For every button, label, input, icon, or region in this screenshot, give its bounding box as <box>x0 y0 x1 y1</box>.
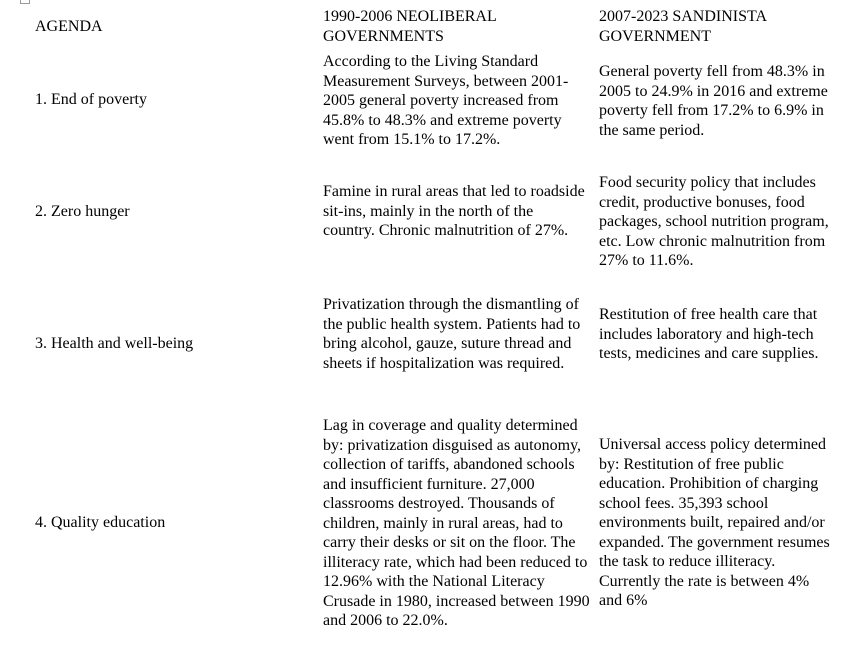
sandinista-education-text: Universal access policy determined by: Restitution of free public education. Prohibition of charging school fees. 35,393 school environments built, repaired and/or expanded. The government resumes the task to reduce illiteracy. Currently the rate is between 4% and 6% <box>599 436 830 609</box>
neoliberal-education-text: Lag in coverage and quality determined by: privatization disguised as autonomy, collection of tariffs, abandoned schools and insufficient furniture. 27,000 classrooms destroyed. Thousands of children, mainly in rural areas, had to carry their desks or sit on the floor. The illiteracy rate, which had been reduced to 12.96% with the National Literacy Crusade in 1980, increased between 1990 and 2006 to 22.0%. <box>323 417 590 629</box>
table-move-handle[interactable] <box>20 0 30 4</box>
neoliberal-health-text: Privatization through the dismantling of the public health system. Patients had to bring alcohol, gauze, suture thread and sheets if hospitalization was required. <box>323 296 581 372</box>
sandinista-header <box>599 7 837 46</box>
neoliberal-header <box>323 7 597 46</box>
neoliberal-hunger-text: Famine in rural areas that led to roadside sit-ins, mainly in the north of the country. Chronic malnutrition of 27%. <box>323 183 585 239</box>
neoliberal-header-line1: 1990-2006 NEOLIBERAL <box>323 8 497 25</box>
sandinista-poverty-text: General poverty fell from 48.3% in 2005 to 24.9% in 2016 and extreme poverty fell from 17.2% to 6.9% in the same period. <box>599 63 828 139</box>
agenda-item-education: 4. Quality education <box>35 514 166 531</box>
sandinista-health-text: Restitution of free health care that includes laboratory and high-tech tests, medicines and care supplies. <box>599 306 819 362</box>
neoliberal-poverty-text: According to the Living Standard Measurement Surveys, between 2001-2005 general poverty increased from 45.8% to 48.3% and extreme poverty went from 15.1% to 17.2%. <box>323 53 569 148</box>
agenda-item-hunger: 2. Zero hunger <box>35 203 130 220</box>
sandinista-header-line2: GOVERNMENT <box>599 27 711 45</box>
sandinista-hunger-text: Food security policy that includes credit, productive bonuses, food packages, school nutrition program, etc. Low chronic malnutrition from 27% to 11.6%. <box>599 174 829 269</box>
agenda-header: AGENDA <box>35 18 103 35</box>
neoliberal-header-line2: GOVERNMENTS <box>323 27 444 45</box>
agenda-item-health: 3. Health and well-being <box>35 335 194 352</box>
agenda-item-poverty: 1. End of poverty <box>35 91 147 108</box>
sandinista-header-line1: 2007-2023 SANDINISTA <box>599 8 768 25</box>
